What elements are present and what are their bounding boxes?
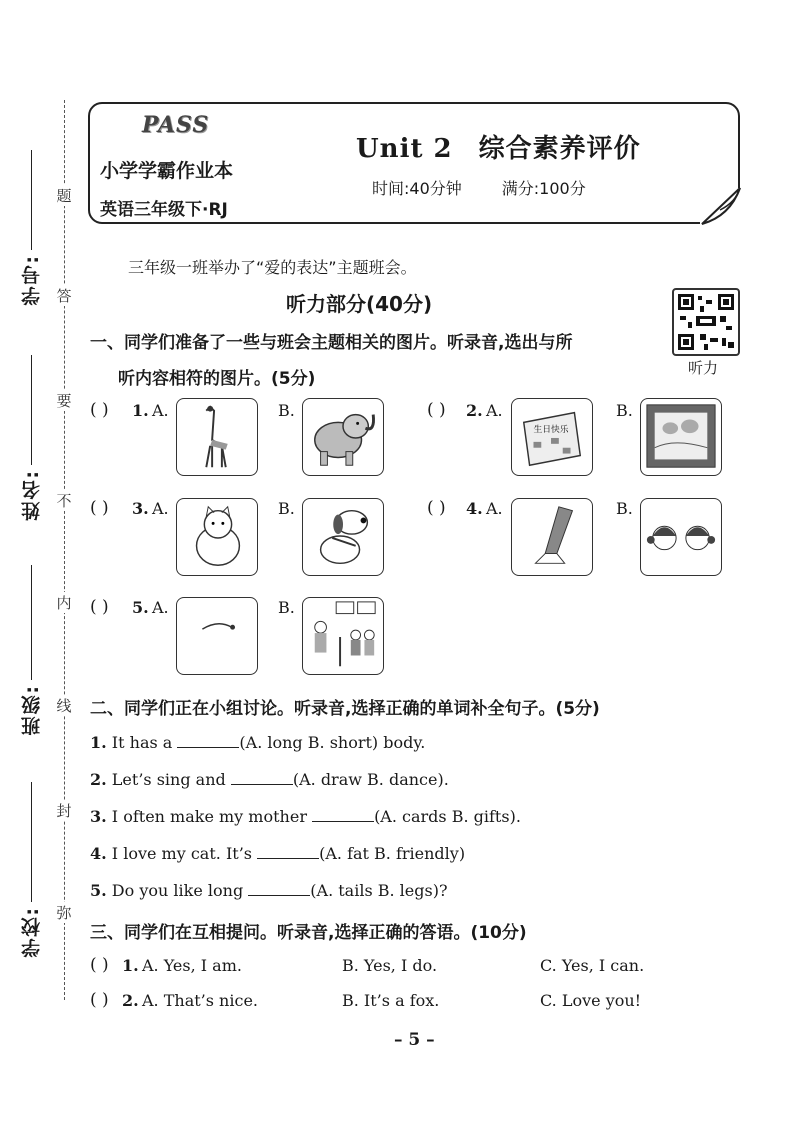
time-label: 时间:40分钟 [372, 179, 462, 198]
sentence-item: 4. I love my cat. It’s (A. fat B. friendly) [90, 844, 466, 863]
qr-code-icon[interactable] [672, 288, 740, 356]
sentence-item: 5. Do you like long (A. tails B. legs)? [90, 881, 448, 900]
question-number: 2. [466, 401, 483, 420]
seal-char: 内 [54, 592, 74, 613]
sentence-item: 3. I often make my mother (A. cards B. gifts). [90, 807, 521, 826]
fill-blank[interactable] [312, 808, 374, 822]
answer-blank[interactable]: ( ) [427, 498, 446, 518]
title-label: 综合素养评价 [478, 134, 641, 164]
answer-blank[interactable]: ( ) [90, 498, 109, 518]
unit-label: Unit 2 [356, 134, 453, 164]
card-text: 生日快乐 [533, 425, 569, 436]
leg-icon[interactable] [511, 498, 593, 576]
exam-info [372, 176, 626, 199]
option-a-label: A. [152, 598, 169, 617]
name-field[interactable] [14, 355, 48, 521]
class-field[interactable] [14, 565, 48, 736]
option-b-label: B. [278, 598, 295, 617]
option-b-label: B. [616, 401, 633, 420]
seal-char: 不 [54, 490, 74, 511]
answer-blank[interactable]: ( ) [427, 400, 446, 420]
option-b: B. It’s a fox. [342, 991, 440, 1010]
sentence-item: 2. Let’s sing and (A. draw B. dance). [90, 770, 449, 789]
listening-title: 听力部分(40分) [286, 292, 433, 316]
option-b-label: B. [278, 499, 295, 518]
qr-caption: 听力 [688, 359, 719, 377]
section1-heading: 一、同学们准备了一些与班会主题相关的图片。听录音,选出与所 [90, 333, 573, 353]
option-b: B. Yes, I do. [342, 956, 438, 975]
question-number: 1. [132, 401, 149, 420]
fill-blank[interactable] [231, 771, 293, 785]
answer-blank[interactable]: ( ) [90, 955, 109, 975]
option-a-label: A. [152, 499, 169, 518]
student-id-field[interactable] [14, 150, 48, 306]
dog-icon[interactable] [302, 498, 384, 576]
series-name: 小学学霸作业本 [100, 160, 234, 182]
sentence-item: 1. It has a (A. long B. short) body. [90, 733, 426, 752]
option-c: C. Love you! [540, 991, 642, 1010]
option-b-label: B. [278, 401, 295, 420]
option-a: A. Yes, I am. [142, 956, 242, 975]
question-number: 1. [122, 956, 139, 975]
seal-char: 题 [54, 185, 74, 206]
option-c: C. Yes, I can. [540, 956, 645, 975]
fill-blank[interactable] [248, 882, 310, 896]
seal-char: 弥 [54, 902, 74, 923]
question-number: 4. [466, 499, 483, 518]
question-number: 5. [132, 598, 149, 617]
section3-heading: 三、同学们在互相提问。听录音,选择正确的答语。(10分) [90, 923, 527, 943]
name-label: 姓名: [20, 469, 43, 521]
question-number: 3. [132, 499, 149, 518]
answer-blank[interactable]: ( ) [90, 990, 109, 1010]
seal-char: 答 [54, 285, 74, 306]
school-field[interactable] [14, 782, 48, 958]
question-number: 2. [122, 991, 139, 1010]
tail-icon[interactable] [176, 597, 258, 675]
student-id-label: 学号: [20, 254, 43, 306]
fill-blank[interactable] [257, 845, 319, 859]
seal-char: 要 [54, 390, 74, 411]
option-b-label: B. [616, 499, 633, 518]
page-title [356, 128, 667, 165]
class-label: 班级: [20, 684, 43, 736]
section1-heading-cont: 听内容相符的图片。(5分) [118, 369, 316, 389]
birthday-card-icon[interactable] [511, 398, 593, 476]
score-label: 满分:100分 [501, 179, 586, 198]
option-a-label: A. [486, 401, 503, 420]
fill-blank[interactable] [177, 734, 239, 748]
framed-picture-icon[interactable] [640, 398, 722, 476]
pass-logo: PASS [142, 112, 210, 138]
giraffe-icon[interactable] [176, 398, 258, 476]
section2-heading: 二、同学们正在小组讨论。听录音,选择正确的单词补全句子。(5分) [90, 699, 600, 719]
option-a-label: A. [152, 401, 169, 420]
seal-char: 线 [54, 695, 74, 716]
seal-char: 封 [54, 800, 74, 821]
page-curl-icon [700, 186, 744, 228]
intro-text: 三年级一班举办了“爱的表达”主题班会。 [128, 258, 417, 277]
girls-hair-icon[interactable] [640, 498, 722, 576]
school-label: 学校: [20, 906, 43, 958]
option-a: A. That’s nice. [142, 991, 258, 1010]
answer-blank[interactable]: ( ) [90, 597, 109, 617]
elephant-icon[interactable] [302, 398, 384, 476]
option-a-label: A. [486, 499, 503, 518]
grade-label: 英语三年级下·RJ [100, 200, 228, 220]
cat-icon[interactable] [176, 498, 258, 576]
seal-dashed-line [64, 100, 65, 1000]
classroom-icon[interactable] [302, 597, 384, 675]
page-number: – 5 – [394, 1030, 435, 1050]
answer-blank[interactable]: ( ) [90, 400, 109, 420]
